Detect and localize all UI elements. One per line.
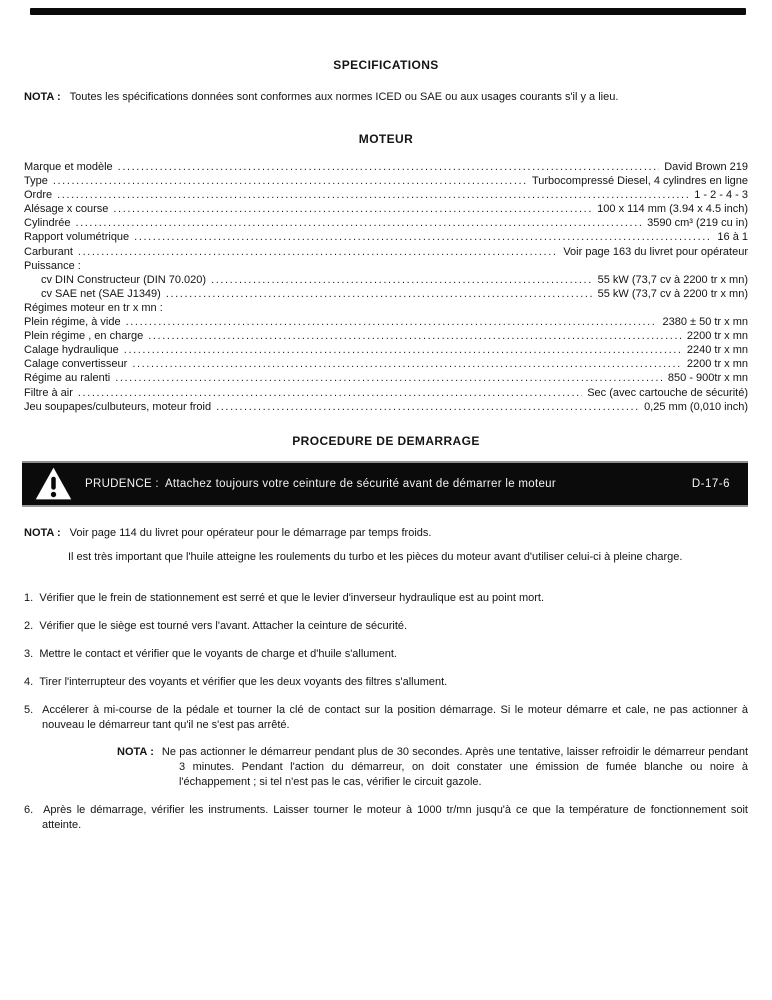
step-nota bbox=[117, 745, 748, 789]
spec-label: Type bbox=[24, 175, 48, 188]
step-nota-text: Ne pas actionner le démarreur pendant plus de 30 secondes. Après une tentative, laisser refroidir le démarreur pendant 3 minutes. Pendant l'action du démarreur, on doit constater une émission de fumée blanche ou noire à l'échappement ; si tel n'est pas le cas, vérifier le circuit gazole. bbox=[161, 746, 748, 788]
step-item bbox=[24, 619, 748, 634]
warning-text bbox=[85, 478, 692, 490]
step-line bbox=[24, 675, 748, 690]
spec-row bbox=[24, 400, 748, 414]
step-number: 5. bbox=[24, 704, 34, 717]
spec-value: 1 - 2 - 4 - 3 bbox=[694, 189, 748, 202]
spec-row bbox=[24, 174, 748, 188]
spec-row bbox=[24, 245, 748, 259]
dot-leader bbox=[115, 371, 663, 385]
dot-leader bbox=[118, 160, 660, 174]
spec-value: 0,25 mm (0,010 inch) bbox=[644, 400, 748, 413]
spec-row bbox=[24, 188, 748, 202]
step-number: 3. bbox=[24, 648, 34, 661]
spec-label: Carburant bbox=[24, 245, 73, 258]
spec-row bbox=[24, 273, 748, 287]
spec-value: 2380 ± 50 tr x mn bbox=[662, 316, 748, 329]
dot-leader bbox=[53, 174, 527, 188]
step-text: Après le démarrage, vérifier les instruments. Laisser tourner le moteur à 1000 tr/mn jusqu'à ce que la température de fonctionnement soit atteinte. bbox=[42, 804, 748, 831]
step-text: Vérifier que le frein de stationnement est serré et que le levier d'inverseur hydraulique est au point mort. bbox=[39, 592, 545, 605]
nota-top bbox=[24, 90, 748, 104]
spec-row bbox=[24, 230, 748, 244]
dot-leader bbox=[148, 329, 682, 343]
nota-cold-start-text: Voir page 114 du livret pour opérateur pour le démarrage par temps froids. bbox=[69, 526, 432, 539]
spec-label: Plein régime, à vide bbox=[24, 316, 121, 329]
dot-leader bbox=[113, 202, 592, 216]
spec-label: cv SAE net (SAE J1349) bbox=[41, 287, 161, 300]
step-line bbox=[24, 619, 748, 634]
dot-leader bbox=[132, 357, 682, 371]
spec-row bbox=[24, 371, 748, 385]
spec-table bbox=[24, 160, 748, 414]
spec-row bbox=[24, 315, 748, 329]
spec-value: 2240 tr x mn bbox=[686, 344, 748, 357]
spec-label: Puissance : bbox=[24, 259, 81, 272]
dot-leader bbox=[78, 245, 558, 259]
spec-label: Régime au ralenti bbox=[24, 372, 111, 385]
scan-artifact-line bbox=[30, 8, 746, 15]
warning-triangle-icon bbox=[35, 467, 72, 500]
step-line bbox=[24, 803, 748, 832]
dot-leader bbox=[216, 400, 639, 414]
spec-value: 850 - 900tr x mn bbox=[667, 372, 748, 385]
intro-paragraph: Il est très important que l'huile atteigne les roulements du turbo et les pièces du moteur avant d'utiliser celui-ci à pleine charge. bbox=[68, 550, 683, 563]
spec-row bbox=[24, 216, 748, 230]
spec-value: 100 x 114 mm (3.94 x 4.5 inch) bbox=[597, 203, 748, 216]
dot-leader bbox=[57, 188, 689, 202]
warning-banner bbox=[22, 461, 748, 507]
spec-row bbox=[24, 386, 748, 400]
spec-row bbox=[24, 329, 748, 343]
warning-message: Attachez toujours votre ceinture de sécurité avant de démarrer le moteur bbox=[164, 477, 557, 490]
spec-value: 55 kW (73,7 cv à 2200 tr x mn) bbox=[597, 273, 748, 286]
step-text: Tirer l'interrupteur des voyants et vérifier que les deux voyants des filtres s'allument. bbox=[39, 676, 448, 689]
step-item bbox=[24, 703, 748, 789]
spec-row bbox=[24, 357, 748, 371]
spec-value: 2200 tr x mn bbox=[686, 358, 748, 371]
spec-label: Cylindrée bbox=[24, 217, 71, 230]
spec-label: Rapport volumétrique bbox=[24, 231, 130, 244]
spec-value: David Brown 219 bbox=[664, 161, 748, 173]
spec-label: Filtre à air bbox=[24, 386, 73, 399]
dot-leader bbox=[166, 287, 593, 301]
nota-cold-start-label: NOTA : bbox=[24, 526, 61, 539]
step-number: 1. bbox=[24, 592, 34, 605]
spec-label: Calage hydraulique bbox=[24, 344, 119, 357]
step-nota-label: NOTA : bbox=[117, 746, 154, 759]
dot-leader bbox=[126, 315, 658, 329]
spec-value: 55 kW (73,7 cv à 2200 tr x mn) bbox=[597, 287, 748, 300]
step-text: Mettre le contact et vérifier que le voyants de charge et d'huile s'allument. bbox=[39, 648, 397, 661]
spec-row bbox=[24, 301, 748, 315]
spec-label: Ordre bbox=[24, 189, 53, 202]
spec-label: cv DIN Constructeur (DIN 70.020) bbox=[41, 273, 207, 286]
nota-top-label: NOTA : bbox=[24, 91, 61, 103]
spec-label: Marque et modèle bbox=[24, 161, 113, 173]
section-title-engine: MOTEUR bbox=[358, 132, 414, 146]
step-line bbox=[24, 591, 748, 606]
page-title: SPECIFICATIONS bbox=[333, 58, 439, 72]
dot-leader bbox=[75, 216, 642, 230]
step-list bbox=[24, 591, 748, 832]
spec-row bbox=[24, 259, 748, 273]
step-item bbox=[24, 647, 748, 662]
spec-label: Alésage x course bbox=[24, 203, 109, 216]
spec-label: Calage convertisseur bbox=[24, 358, 128, 371]
step-text: Vérifier que le siège est tourné vers l'avant. Attacher la ceinture de sécurité. bbox=[39, 620, 408, 633]
step-number: 4. bbox=[24, 676, 34, 689]
spec-label: Plein régime , en charge bbox=[24, 330, 144, 343]
spec-row bbox=[24, 202, 748, 216]
spec-row bbox=[24, 160, 748, 174]
spec-value: Voir page 163 du livret pour opérateur bbox=[563, 245, 748, 258]
spec-row bbox=[24, 287, 748, 301]
dot-leader bbox=[211, 273, 593, 287]
dot-leader bbox=[134, 230, 712, 244]
warning-label: PRUDENCE : bbox=[85, 477, 159, 490]
nota-cold-start bbox=[24, 526, 748, 540]
step-item bbox=[24, 675, 748, 690]
spec-value: 3590 cm³ (219 cu in) bbox=[647, 217, 748, 230]
step-item bbox=[24, 803, 748, 832]
step-number: 6. bbox=[24, 804, 34, 817]
spec-value: 2200 tr x mn bbox=[686, 330, 748, 343]
dot-leader bbox=[124, 343, 682, 357]
spec-value: 16 à 1 bbox=[717, 231, 748, 244]
nota-top-text: Toutes les spécifications données sont conformes aux normes ICED ou SAE ou aux usages courants s'il y a lieu. bbox=[69, 91, 619, 103]
step-line bbox=[24, 703, 748, 732]
warning-code: D-17-6 bbox=[691, 477, 730, 490]
step-item bbox=[24, 591, 748, 606]
spec-label: Jeu soupapes/culbuteurs, moteur froid bbox=[24, 400, 212, 413]
dot-leader bbox=[78, 386, 582, 400]
spec-label: Régimes moteur en tr x mn : bbox=[24, 301, 163, 314]
step-text: Accélerer à mi-course de la pédale et tourner la clé de contact sur la position démarrage. Si le moteur démarre et cale, ne pas actionner à nouveau le démarreur tant qu'il ne s'est pas arrêté. bbox=[42, 704, 748, 731]
step-number: 2. bbox=[24, 620, 34, 633]
spec-value: Turbocompressé Diesel, 4 cylindres en ligne bbox=[531, 175, 748, 188]
section-title-procedure: PROCEDURE DE DEMARRAGE bbox=[292, 433, 480, 448]
spec-value: Sec (avec cartouche de sécurité) bbox=[587, 386, 748, 399]
step-line bbox=[24, 647, 748, 662]
spec-row bbox=[24, 343, 748, 357]
